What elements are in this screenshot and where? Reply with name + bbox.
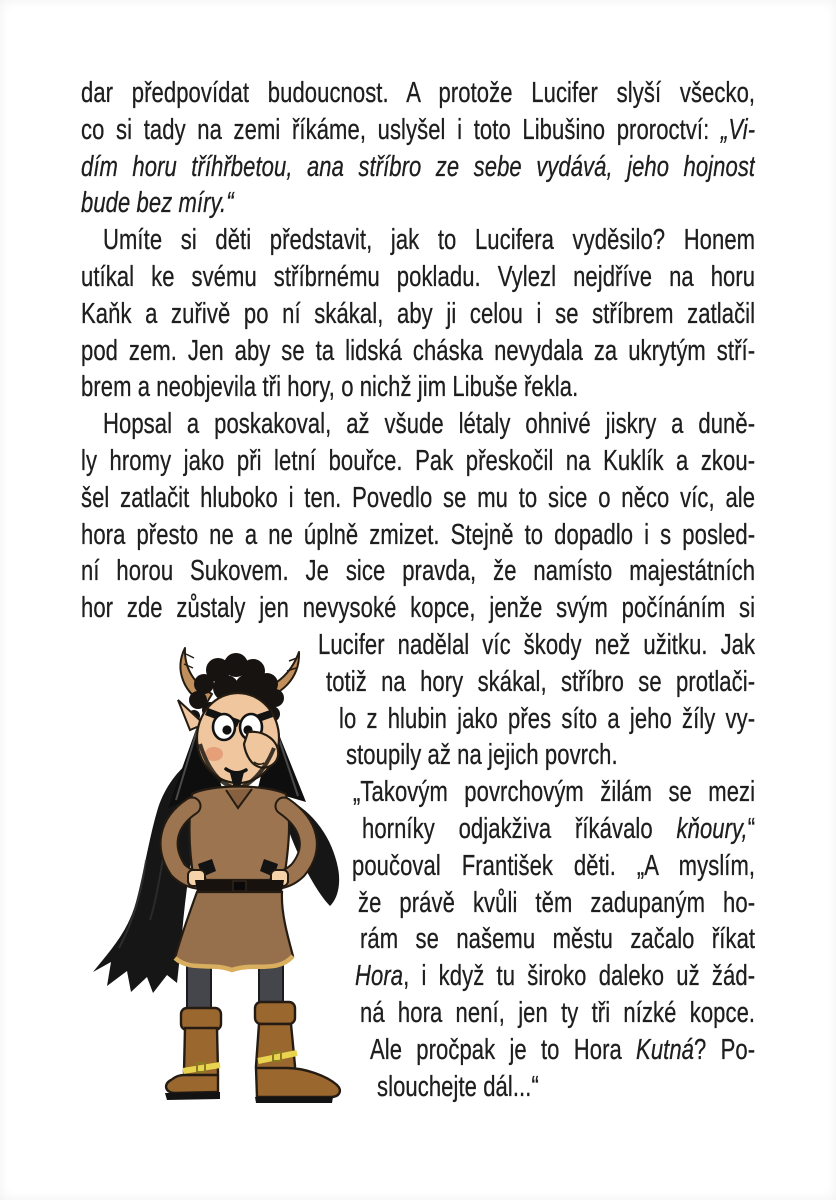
- devil-skirt: [175, 892, 293, 970]
- text-run: Lucifer nadělal víc škody než užitku. Jak: [317, 628, 756, 661]
- text-run: horníky odjakživa říkávalo: [361, 812, 677, 845]
- text-line: [81, 406, 755, 443]
- text-run: totiž na hory skákal, stříbro se protlači-: [325, 665, 756, 698]
- text-line: [81, 333, 755, 370]
- text-line: [81, 149, 755, 186]
- text-run: stoupily až na jejich povrch.: [345, 739, 618, 772]
- text-line: [81, 222, 755, 259]
- text-run: , i když tu široko daleko už žád-: [403, 960, 756, 993]
- text-run-italic: „Vi-: [720, 113, 756, 146]
- text-run: brem a neobjevila tři hory, o nichž jim Libuše řekla.: [81, 371, 579, 404]
- text-run-italic: dím horu tříhřbetou, ana stříbro ze sebe vydává, jeho hojnost: [81, 150, 756, 183]
- text-run: lo z hlubin jako přes síto a jeho žíly vy-: [338, 702, 756, 735]
- text-run: Kaňk a zuřivě po ní skákal, aby ji celou i se stříbrem zatlačil: [81, 297, 756, 330]
- text-run: že právě kvůli těm zadupaným ho-: [357, 886, 756, 919]
- text-run-italic: bude bez míry.“: [81, 187, 234, 220]
- text-run: Umíte si děti představit, jak to Lucifera vyděsilo? Honem: [102, 224, 756, 257]
- text-line: [81, 480, 755, 517]
- text-run: ? Po-: [694, 1033, 756, 1066]
- text-run: ní horou Sukovem. Je sice pravda, že namísto majestátních: [81, 555, 756, 588]
- text-line: [81, 590, 755, 627]
- devil-boots: [165, 1002, 340, 1103]
- text-run: rám se našemu městu začalo říkat: [359, 923, 756, 956]
- text-run: slouchejte dál...“: [376, 1070, 539, 1103]
- text-run: dar předpovídat budoucnost. A protože Lucifer slyší všecko,: [81, 77, 756, 109]
- text-line: [81, 517, 755, 554]
- text-run: co si tady na zemi říkáme, uslyšel i toto Libušino proroctví:: [81, 113, 721, 146]
- text-run: Hopsal a poskakoval, až všude létaly ohnivé jiskry a duně-: [102, 408, 756, 441]
- devil-belt: [195, 880, 284, 892]
- text-run: ná hora není, jen ty tři nízké kopce.: [359, 996, 756, 1029]
- text-run: Ale pročpak je to Hora: [369, 1033, 637, 1066]
- text-line: [81, 369, 755, 406]
- text-run: utíkal ke svému stříbrnému pokladu. Vylezl nejdříve na horu: [81, 260, 756, 293]
- text-run: hor zde zůstaly jen nevysoké kopce, jenže svým počínáním si: [81, 592, 756, 625]
- text-line: [81, 296, 755, 333]
- text-line: [81, 259, 755, 296]
- text-line: [81, 185, 755, 222]
- text-run: “: [747, 812, 756, 845]
- text-line: [81, 553, 755, 590]
- text-run: ly hromy jako při letní bouřce. Pak přeskočil na Kuklík a zkou-: [81, 444, 756, 477]
- text-line: [81, 443, 755, 480]
- illustration-lucifer: [75, 640, 351, 1110]
- text-run: šel zatlačit hluboko i ten. Povedlo se mu to sice o něco víc, ale: [81, 481, 756, 514]
- text-run: poučoval František děti. „A myslím,: [351, 849, 756, 882]
- text-run: hora přesto ne a ne úplně zmizet. Stejně to dopadlo i s posled-: [81, 518, 756, 551]
- text-run: „Takovým povrchovým žilám se mezi: [352, 776, 756, 809]
- text-line: [81, 112, 755, 149]
- text-run-italic: kňoury,: [676, 812, 748, 845]
- text-run-italic: Hora: [354, 960, 404, 993]
- text-line: [81, 75, 755, 112]
- text-run-italic: Kutná: [636, 1033, 695, 1066]
- text-run: pod zem. Jen aby se ta lidská cháska nevydala za ukrytým stří-: [81, 334, 756, 367]
